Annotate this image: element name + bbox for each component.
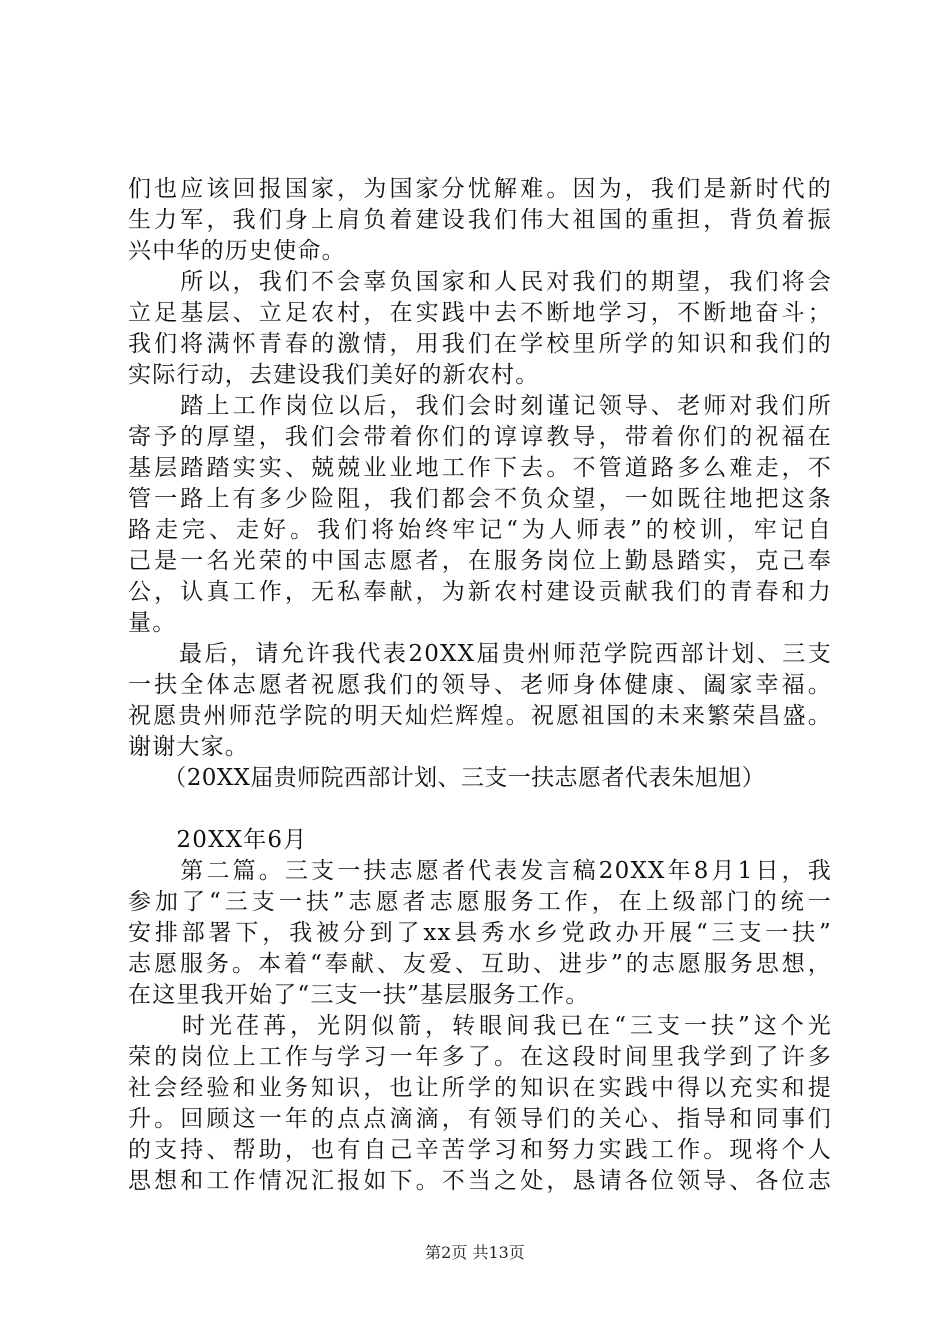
- document-body: [128, 174, 832, 1197]
- text-line: 最后，请允许我代表20XX届贵州师范学院西部计划、三支: [128, 641, 832, 667]
- text-line: 参加了“三支一扶”志愿者志愿服务工作，在上级部门的统一: [128, 889, 832, 915]
- text-line: 荣的岗位上工作与学习一年多了。在这段时间里我学到了许多: [128, 1044, 832, 1070]
- text-line: 公，认真工作，无私奉献，为新农村建设贡献我们的青春和力: [128, 579, 832, 605]
- text-line: 社会经验和业务知识，也让所学的知识在实践中得以充实和提: [128, 1075, 832, 1101]
- text-line: 己是一名光荣的中国志愿者，在服务岗位上勤恳踏实，克己奉: [128, 548, 832, 574]
- text-line: 我们将满怀青春的激情，用我们在学校里所学的知识和我们的: [128, 331, 832, 357]
- text-line: 20XX年6月: [128, 827, 308, 853]
- text-line: 谢谢大家。: [128, 734, 249, 760]
- text-line: 安排部署下，我被分到了xx县秀水乡党政办开展“三支一扶”: [128, 920, 832, 946]
- text-line: 的支持、帮助，也有自己辛苦学习和努力实践工作。现将个人: [128, 1137, 832, 1163]
- text-line: 实际行动，去建设我们美好的新农村。: [128, 362, 540, 388]
- text-line: 志愿服务。本着“奉献、友爱、互助、进步”的志愿服务思想，: [128, 951, 832, 977]
- text-line: 第二篇。三支一扶志愿者代表发言稿20XX年8月1日，我: [128, 858, 832, 884]
- text-line: 祝愿贵州师范学院的明天灿烂辉煌。祝愿祖国的未来繁荣昌盛。: [128, 703, 832, 729]
- text-line: 量。: [128, 610, 177, 636]
- text-line: 时光荏苒，光阴似箭，转眼间我已在“三支一扶”这个光: [128, 1013, 832, 1039]
- text-line: 思想和工作情况汇报如下。不当之处，恳请各位领导、各位志: [128, 1168, 832, 1194]
- text-line: 基层踏踏实实、兢兢业业地工作下去。不管道路多么难走，不: [128, 455, 832, 481]
- text-line: 所以，我们不会辜负国家和人民对我们的期望，我们将会: [128, 269, 832, 295]
- text-line: 们也应该回报国家，为国家分忧解难。因为，我们是新时代的: [128, 176, 832, 202]
- text-line: 寄予的厚望，我们会带着你们的谆谆教导，带着你们的祝福在: [128, 424, 832, 450]
- text-line: 在这里我开始了“三支一扶”基层服务工作。: [128, 982, 590, 1008]
- text-line: 立足基层、立足农村，在实践中去不断地学习，不断地奋斗；: [128, 300, 832, 326]
- page-footer: 第2页 共13页: [425, 1243, 525, 1262]
- text-line: 路走完、走好。我们将始终牢记“为人师表”的校训，牢记自: [128, 517, 832, 543]
- text-line: 升。回顾这一年的点点滴滴，有领导们的关心、指导和同事们: [128, 1106, 832, 1132]
- text-line: 管一路上有多少险阻，我们都会不负众望，一如既往地把这条: [128, 486, 832, 512]
- signature-line: （20XX届贵师院西部计划、三支一扶志愿者代表朱旭旭）: [128, 765, 766, 791]
- blank-line: [128, 794, 832, 825]
- text-line: 生力军，我们身上肩负着建设我们伟大祖国的重担，背负着振: [128, 207, 832, 233]
- text-line: 一扶全体志愿者祝愿我们的领导、老师身体健康、阖家幸福。: [128, 672, 832, 698]
- text-line: 踏上工作岗位以后，我们会时刻谨记领导、老师对我们所: [128, 393, 832, 419]
- text-line: 兴中华的历史使命。: [128, 238, 346, 264]
